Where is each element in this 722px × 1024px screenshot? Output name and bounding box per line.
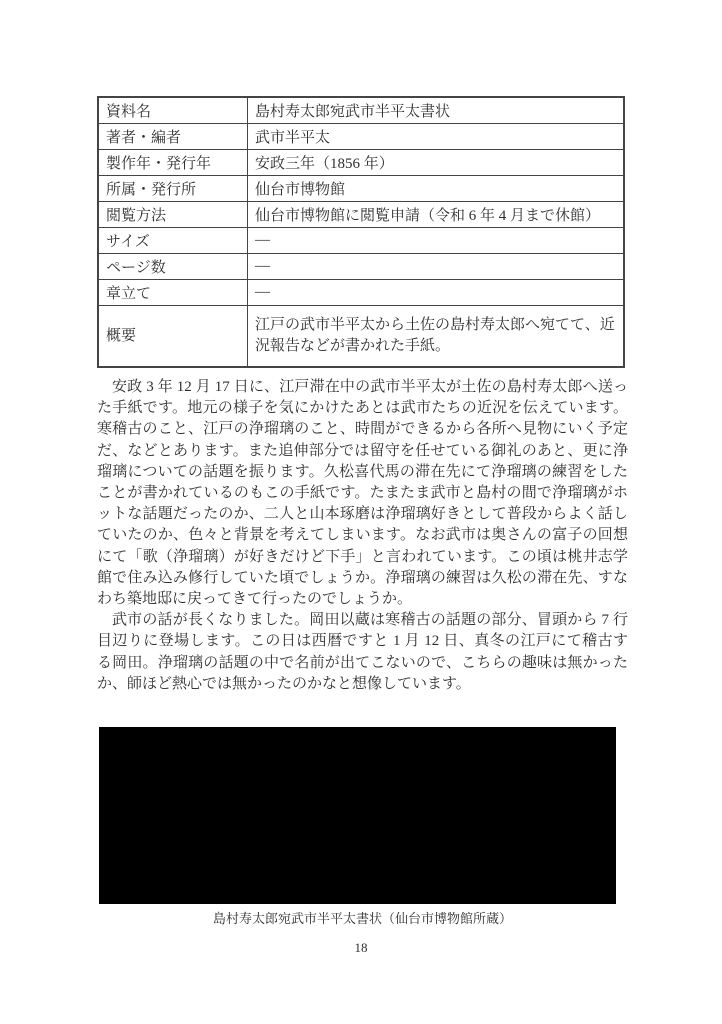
row-label: 製作年・発行年 bbox=[98, 150, 248, 176]
row-value: ― bbox=[248, 228, 625, 254]
table-row bbox=[98, 306, 624, 368]
row-value: 武市半平太 bbox=[248, 124, 625, 150]
body-paragraph-2: 武市の話が長くなりました。岡田以蔵は寒稽古の話題の部分、冒頭から 7 行目辺りに登場します。この日は西暦ですと 1 月 12 日、真冬の江戸にて稽古する岡田。浄瑠璃の話題の中で名前が出てこないので、こちらの趣味は無かったか、師ほど熱心では無かったのかなと想像しています。 bbox=[97, 612, 628, 692]
table-row bbox=[98, 202, 624, 228]
row-value: ― bbox=[248, 254, 625, 280]
table-row bbox=[98, 228, 624, 254]
row-label: 著者・編者 bbox=[98, 124, 248, 150]
row-label: 閲覧方法 bbox=[98, 202, 248, 228]
row-label: 資料名 bbox=[98, 97, 248, 124]
table-row bbox=[98, 176, 624, 202]
figure-caption: 島村寿太郎宛武市半平太書状（仙台市博物館所蔵） bbox=[212, 911, 512, 926]
table-row bbox=[98, 254, 624, 280]
page-number: 18 bbox=[354, 940, 368, 955]
row-value: 安政三年（1856 年） bbox=[248, 150, 625, 176]
table-row bbox=[98, 124, 624, 150]
table-row bbox=[98, 150, 624, 176]
row-value: 仙台市博物館に閲覧申請（令和 6 年 4 月まで休館） bbox=[248, 202, 625, 228]
row-label: 所属・発行所 bbox=[98, 176, 248, 202]
body-paragraph-1: 安政 3 年 12 月 17 日に、江戸滞在中の武市半平太が土佐の島村寿太郎へ送った手紙です。地元の様子を気にかけたあとは武市たちの近況を伝えています。寒稽古のこと、江戸の浄瑠璃のこと、時間ができるから各所へ見物にいく予定だ、などとあります。また追伸部分では留守を任せている御礼のあと、更に浄瑠璃についての話題を振ります。久松喜代馬の滞在先にて浄瑠璃の練習をしたことが書かれているのもこの手紙です。たまたま武市と島村の間で浄瑠璃がホットな話題だったのか、二人と山本琢磨は浄瑠璃好きとして普段からよく話していたのか、色々と背景を考えてしまいます。なお武市は奥さんの富子の回想にて「歌（浄瑠璃）が好きだけど下手」と言われています。この頃は桃井志学館で住み込み修行していた頃でしょうか。浄瑠璃の練習は久松の滞在先、すなわち築地邸に戻ってきて行ったのでしょうか。 bbox=[97, 379, 628, 608]
row-label: 概要 bbox=[98, 306, 248, 368]
row-value: 江戸の武市半平太から土佐の島村寿太郎へ宛てて、近況報告などが書かれた手紙。 bbox=[248, 306, 625, 368]
row-label: 章立て bbox=[98, 280, 248, 306]
row-label: ページ数 bbox=[98, 254, 248, 280]
metadata-table bbox=[97, 96, 625, 368]
row-label: サイズ bbox=[98, 228, 248, 254]
body-text bbox=[97, 377, 628, 695]
row-value: 仙台市博物館 bbox=[248, 176, 625, 202]
table-row bbox=[98, 280, 624, 306]
figure-image bbox=[99, 727, 616, 904]
table-row bbox=[98, 97, 624, 124]
row-value: 島村寿太郎宛武市半平太書状 bbox=[248, 97, 625, 124]
row-value: ― bbox=[248, 280, 625, 306]
